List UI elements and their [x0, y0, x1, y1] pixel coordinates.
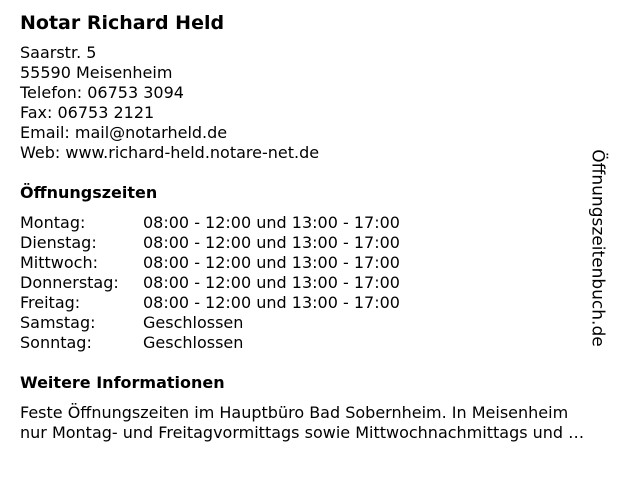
city-line: 55590 Meisenheim — [20, 63, 173, 82]
hours-row-sunday — [20, 333, 400, 353]
info-heading: Weitere Informationen — [20, 373, 225, 392]
web-line: Web: www.richard-held.notare-net.de — [20, 143, 320, 162]
hours-row-thursday — [20, 273, 400, 293]
info-line: Feste Öffnungszeiten im Hauptbüro Bad Sobernheim. In Meisenheim — [20, 403, 569, 422]
day-label: Dienstag: — [20, 233, 97, 252]
opening-hours-table — [20, 213, 400, 353]
time-value: 08:00 - 12:00 und 13:00 - 17:00 — [143, 213, 400, 232]
info-line: nur Montag- und Freitagvormittags sowie Mittwochnachmittags und … — [20, 423, 585, 442]
day-label: Samstag: — [20, 313, 96, 332]
time-value: 08:00 - 12:00 und 13:00 - 17:00 — [143, 253, 400, 272]
time-value: 08:00 - 12:00 und 13:00 - 17:00 — [143, 233, 400, 252]
fax-line: Fax: 06753 2121 — [20, 103, 155, 122]
street-line: Saarstr. 5 — [20, 43, 97, 62]
hours-row-monday — [20, 213, 400, 233]
hours-row-tuesday — [20, 233, 400, 253]
day-label: Donnerstag: — [20, 273, 119, 292]
day-label: Mittwoch: — [20, 253, 98, 272]
page-title: Notar Richard Held — [20, 12, 225, 34]
hours-row-saturday — [20, 313, 400, 333]
phone-line: Telefon: 06753 3094 — [20, 83, 184, 102]
time-value: 08:00 - 12:00 und 13:00 - 17:00 — [143, 293, 400, 312]
day-label: Montag: — [20, 213, 86, 232]
time-value: 08:00 - 12:00 und 13:00 - 17:00 — [143, 273, 400, 292]
side-brand-watermark: Öffnungszeitenbuch.de — [587, 149, 608, 347]
hours-heading: Öffnungszeiten — [20, 183, 158, 202]
time-value: Geschlossen — [143, 313, 244, 332]
email-line: Email: mail@notarheld.de — [20, 123, 228, 142]
time-value: Geschlossen — [143, 333, 244, 352]
day-label: Freitag: — [20, 293, 81, 312]
hours-row-friday — [20, 293, 400, 313]
info-text — [20, 403, 632, 443]
day-label: Sonntag: — [20, 333, 92, 352]
address-block — [20, 43, 319, 163]
hours-row-wednesday — [20, 253, 400, 273]
